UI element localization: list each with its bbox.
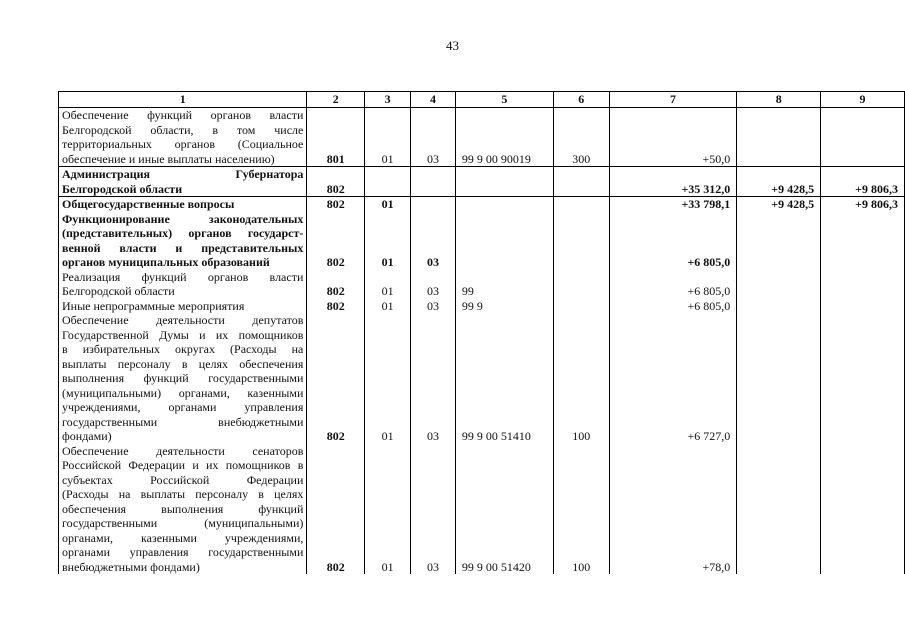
amount-col9-cell: +9 806,3	[821, 197, 905, 212]
expense-type-cell	[553, 299, 609, 314]
ministry-code-cell: 802	[307, 197, 365, 212]
row-name-line: Реализация функций органов власти	[62, 269, 304, 284]
target-article-cell	[455, 212, 553, 270]
target-article-cell: 99 9 00 90019	[455, 108, 553, 167]
expense-type-cell	[553, 167, 609, 197]
row-name-cell	[59, 444, 307, 575]
section-code-cell: 01	[365, 197, 411, 212]
subsection-code-cell	[411, 167, 456, 197]
column-header-8: 8	[737, 92, 821, 108]
row-name-line: государственными внебюджетными	[62, 414, 304, 429]
table-row	[59, 270, 905, 299]
amount-col8-cell	[737, 270, 821, 299]
table-row	[59, 108, 905, 167]
row-name-cell	[59, 313, 307, 444]
column-header-3: 3	[365, 92, 411, 108]
table-row	[59, 299, 905, 314]
row-name-line: учреждениями, органами управления	[62, 400, 304, 414]
ministry-code-cell: 802	[307, 313, 365, 444]
row-name-line: (муниципальными) органами, казенными	[62, 385, 304, 400]
row-name-line: фондами)	[62, 429, 112, 443]
amount-col7-cell: +6 727,0	[609, 313, 737, 444]
row-name-cell	[59, 299, 307, 314]
expense-type-cell: 100	[553, 444, 609, 575]
row-name-line: органами, казенными учреждениями,	[62, 530, 304, 545]
row-name-cell	[59, 270, 307, 299]
page-number: 43	[446, 38, 459, 53]
amount-col9-cell	[821, 270, 905, 299]
target-article-cell: 99 9	[455, 299, 553, 314]
row-name-line: в избирательных округах (Расходы на	[62, 342, 304, 356]
amount-col8-cell: +9 428,5	[737, 197, 821, 212]
amount-col7-cell: +35 312,0	[609, 167, 737, 197]
section-code-cell: 01	[365, 299, 411, 314]
row-name-line: Обеспечение деятельности депутатов	[62, 313, 304, 327]
row-name-line: Российской Федерации и их помощников в	[62, 458, 304, 472]
row-name-line: (Расходы на выплаты персоналу в целях	[62, 487, 304, 501]
target-article-cell	[455, 167, 553, 197]
subsection-code-cell: 03	[411, 212, 456, 270]
amount-col9-cell	[821, 108, 905, 167]
column-header-2: 2	[307, 92, 365, 108]
row-name-line: венной власти и представительных	[62, 240, 304, 255]
row-name-line: государственными (муниципальными)	[62, 516, 304, 530]
row-name-line: Белгородской области	[62, 284, 175, 298]
amount-col9-cell	[821, 313, 905, 444]
row-name-line: выполнения функций государственными	[62, 371, 304, 385]
amount-col8-cell	[737, 108, 821, 167]
row-name-line: Функционирование законодательных	[62, 211, 304, 226]
amount-col7-cell: +6 805,0	[609, 212, 737, 270]
row-name-line: выплаты персоналу в целях обеспечения	[62, 356, 304, 371]
row-name-line: Иные непрограммные мероприятия	[62, 298, 245, 313]
amount-col8-cell	[737, 444, 821, 575]
ministry-code-cell: 802	[307, 299, 365, 314]
column-header-9: 9	[821, 92, 905, 108]
target-article-cell	[455, 197, 553, 212]
amount-col8-cell	[737, 313, 821, 444]
section-code-cell: 01	[365, 270, 411, 299]
amount-col7-cell: +50,0	[609, 108, 737, 167]
row-name-line: обеспечения выполнения функций	[62, 501, 304, 516]
row-name-line: (представительных) органов государст-	[62, 226, 304, 240]
amount-col8-cell	[737, 212, 821, 270]
row-name-line: органов муниципальных образований	[62, 255, 270, 269]
row-name-cell	[59, 108, 307, 167]
amount-col7-cell: +78,0	[609, 444, 737, 575]
expense-type-cell	[553, 270, 609, 299]
budget-table	[58, 91, 905, 574]
amount-col9-cell: +9 806,3	[821, 167, 905, 197]
row-name-line: Государственной Думы и их помощников	[62, 327, 304, 342]
expense-type-cell: 100	[553, 313, 609, 444]
section-code-cell	[365, 167, 411, 197]
amount-col9-cell	[821, 212, 905, 270]
amount-col8-cell: +9 428,5	[737, 167, 821, 197]
row-name-cell	[59, 212, 307, 270]
row-name-line: Белгородской области	[62, 181, 183, 196]
target-article-cell: 99 9 00 51420	[455, 444, 553, 575]
table-row	[59, 167, 905, 197]
amount-col9-cell	[821, 444, 905, 575]
target-article-cell: 99	[455, 270, 553, 299]
target-article-cell: 99 9 00 51410	[455, 313, 553, 444]
table-row	[59, 444, 905, 575]
subsection-code-cell: 03	[411, 270, 456, 299]
section-code-cell: 01	[365, 212, 411, 270]
expense-type-cell	[553, 212, 609, 270]
amount-col9-cell	[821, 299, 905, 314]
column-header-7: 7	[609, 92, 737, 108]
row-name-line: Общегосударственные вопросы	[62, 197, 235, 211]
amount-col7-cell: +6 805,0	[609, 270, 737, 299]
row-name-line: внебюджетными фондами)	[62, 559, 200, 574]
ministry-code-cell: 802	[307, 444, 365, 575]
row-name-line: органами управления государственными	[62, 545, 304, 559]
row-name-line: субъектах Российской Федерации	[62, 472, 304, 487]
amount-col8-cell	[737, 299, 821, 314]
subsection-code-cell: 03	[411, 108, 456, 167]
subsection-code-cell: 03	[411, 313, 456, 444]
row-name-cell	[59, 197, 307, 212]
column-header-row	[59, 92, 905, 108]
row-name-line: обеспечение и иные выплаты населению)	[62, 151, 275, 166]
subsection-code-cell: 03	[411, 444, 456, 575]
subsection-code-cell: 03	[411, 299, 456, 314]
amount-col7-cell: +6 805,0	[609, 299, 737, 314]
row-name-line: Белгородской области, в том числе	[62, 122, 304, 137]
row-name-line: Обеспечение функций органов власти	[62, 108, 304, 122]
amount-col7-cell: +33 798,1	[609, 197, 737, 212]
expense-type-cell	[553, 197, 609, 212]
section-code-cell: 01	[365, 444, 411, 575]
ministry-code-cell: 802	[307, 167, 365, 197]
expense-type-cell: 300	[553, 108, 609, 167]
section-code-cell: 01	[365, 313, 411, 444]
table-body	[59, 108, 905, 575]
row-name-line: территориальных органов (Социальное	[62, 137, 304, 151]
column-header-5: 5	[455, 92, 553, 108]
column-header-6: 6	[553, 92, 609, 108]
row-name-cell	[59, 167, 307, 197]
subsection-code-cell	[411, 197, 456, 212]
column-header-4: 4	[411, 92, 456, 108]
row-name-line: Администрация Губернатора	[62, 167, 304, 181]
ministry-code-cell: 802	[307, 270, 365, 299]
section-code-cell: 01	[365, 108, 411, 167]
table-row	[59, 313, 905, 444]
table-row	[59, 197, 905, 212]
row-name-line: Обеспечение деятельности сенаторов	[62, 443, 304, 458]
column-header-1: 1	[59, 92, 307, 108]
table-row	[59, 212, 905, 270]
ministry-code-cell: 802	[307, 212, 365, 270]
ministry-code-cell: 801	[307, 108, 365, 167]
